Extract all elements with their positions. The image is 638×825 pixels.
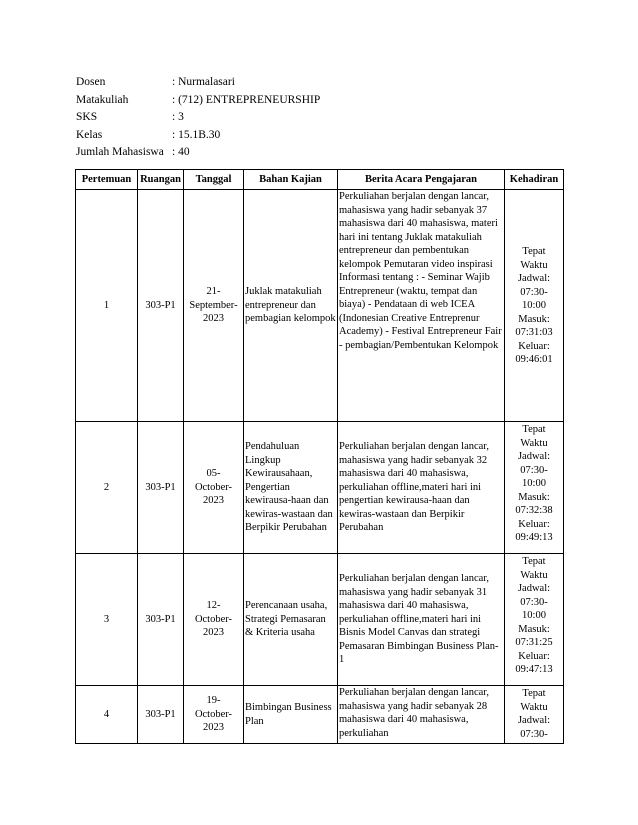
table-row xyxy=(76,422,564,554)
cell-tanggal: 21- September- 2023 xyxy=(189,286,238,325)
cell-bahan-kajian: Perencanaan usaha, Strategi Pemasaran & Kriteria usaha xyxy=(245,600,328,639)
course-info xyxy=(76,74,320,162)
cell-kehadiran: Tepat Waktu Jadwal: 07:30- xyxy=(517,688,551,740)
table-header-row xyxy=(76,170,564,190)
cell-bahan-kajian: Bimbingan Business Plan xyxy=(245,702,332,727)
info-row-dosen xyxy=(76,74,320,92)
table-row xyxy=(76,190,564,422)
header-tanggal: Tanggal xyxy=(184,170,244,190)
info-row-sks xyxy=(76,109,320,127)
cell-tanggal: 12- October- 2023 xyxy=(194,600,233,639)
cell-ruangan: 303-P1 xyxy=(138,422,184,554)
cell-berita-acara: Perkuliahan berjalan dengan lancar, mahasiswa yang hadir sebanyak 28 mahasiswa dari 40 mahasiswa, perkuliahan xyxy=(339,687,490,739)
cell-tanggal: 19- October- 2023 xyxy=(194,695,233,734)
attendance-table xyxy=(75,169,564,744)
matakuliah-value: : (712) ENTREPRENEURSHIP xyxy=(172,93,321,106)
cell-pertemuan: 2 xyxy=(76,422,138,554)
info-row-jumlah xyxy=(76,144,320,162)
header-berita-acara: Berita Acara Pengajaran xyxy=(338,170,505,190)
cell-pertemuan: 3 xyxy=(76,554,138,686)
cell-kehadiran: Tepat Waktu Jadwal: 07:30- 10:00 Masuk: 07:32:38 Keluar: 09:49:13 xyxy=(515,424,553,543)
cell-berita-acara: Perkuliahan berjalan dengan lancar, mahasiswa yang hadir sebanyak 32 mahasiswa dari 40 mahasiswa, perkuliahan offline,materi hari ini pengertian kewirausa-haan dan kewiras-wastaan dan Berpikir Perubahan xyxy=(339,441,490,534)
cell-pertemuan: 4 xyxy=(76,686,138,744)
info-row-matakuliah xyxy=(76,92,320,110)
header-bahan-kajian: Bahan Kajian xyxy=(244,170,338,190)
table-row xyxy=(76,554,564,686)
dosen-label: Dosen xyxy=(76,76,106,88)
cell-berita-acara: Perkuliahan berjalan dengan lancar, mahasiswa yang hadir sebanyak 37 mahasiswa dari 40 mahasiswa, materi hari ini tentang Juklak matakuliah entrepreneur dan pembentukan kelompok Pemutaran video inspirasi Informasi tentang : - Seminar Wajib Entrepreneur (waktu, tempat dan biaya) - Pendataan di web ICEA (Indonesian Creative Entreprenur Academy) - Festival Entrepreneur Fair - pembagian/Pembentukan Kelompok xyxy=(339,191,502,351)
kelas-label: Kelas xyxy=(76,128,103,141)
jumlah-label: Jumlah Mahasiswa xyxy=(76,146,164,159)
kelas-value: : 15.1B.30 xyxy=(172,128,221,141)
dosen-value: : Nurmalasari xyxy=(172,76,235,88)
cell-tanggal: 05- October- 2023 xyxy=(194,468,233,507)
cell-berita-acara: Perkuliahan berjalan dengan lancar, mahasiswa yang hadir sebanyak 31 mahasiswa dari 40 mahasiswa, perkuliahan offline,materi hari ini Bisnis Model Canvas dan strategi Pemasaran Bimbingan Business Plan-1 xyxy=(339,573,499,666)
info-row-kelas xyxy=(76,127,320,145)
cell-ruangan: 303-P1 xyxy=(138,686,184,744)
cell-kehadiran: Tepat Waktu Jadwal: 07:30- 10:00 Masuk: 07:31:25 Keluar: 09:47:13 xyxy=(515,556,553,675)
sks-value: : 3 xyxy=(172,111,184,124)
header-ruangan: Ruangan xyxy=(138,170,184,190)
cell-bahan-kajian: Pendahuluan Lingkup Kewirausahaan, Pengertian kewirausa-haan dan kewiras-wastaan dan Berpikir Perubahan xyxy=(245,441,333,534)
cell-bahan-kajian: Juklak matakuliah entrepreneur dan pembagian kelompok xyxy=(245,286,336,325)
cell-ruangan: 303-P1 xyxy=(138,190,184,422)
cell-kehadiran: Tepat Waktu Jadwal: 07:30- 10:00 Masuk: 07:31:03 Keluar: 09:46:01 xyxy=(515,246,553,366)
sks-label: SKS xyxy=(76,111,98,124)
cell-pertemuan: 1 xyxy=(76,190,138,422)
jumlah-value: : 40 xyxy=(172,146,190,159)
matakuliah-label: Matakuliah xyxy=(76,93,129,106)
cell-ruangan: 303-P1 xyxy=(138,554,184,686)
header-kehadiran: Kehadiran xyxy=(505,170,564,190)
table-row xyxy=(76,686,564,744)
header-pertemuan: Pertemuan xyxy=(76,170,138,190)
